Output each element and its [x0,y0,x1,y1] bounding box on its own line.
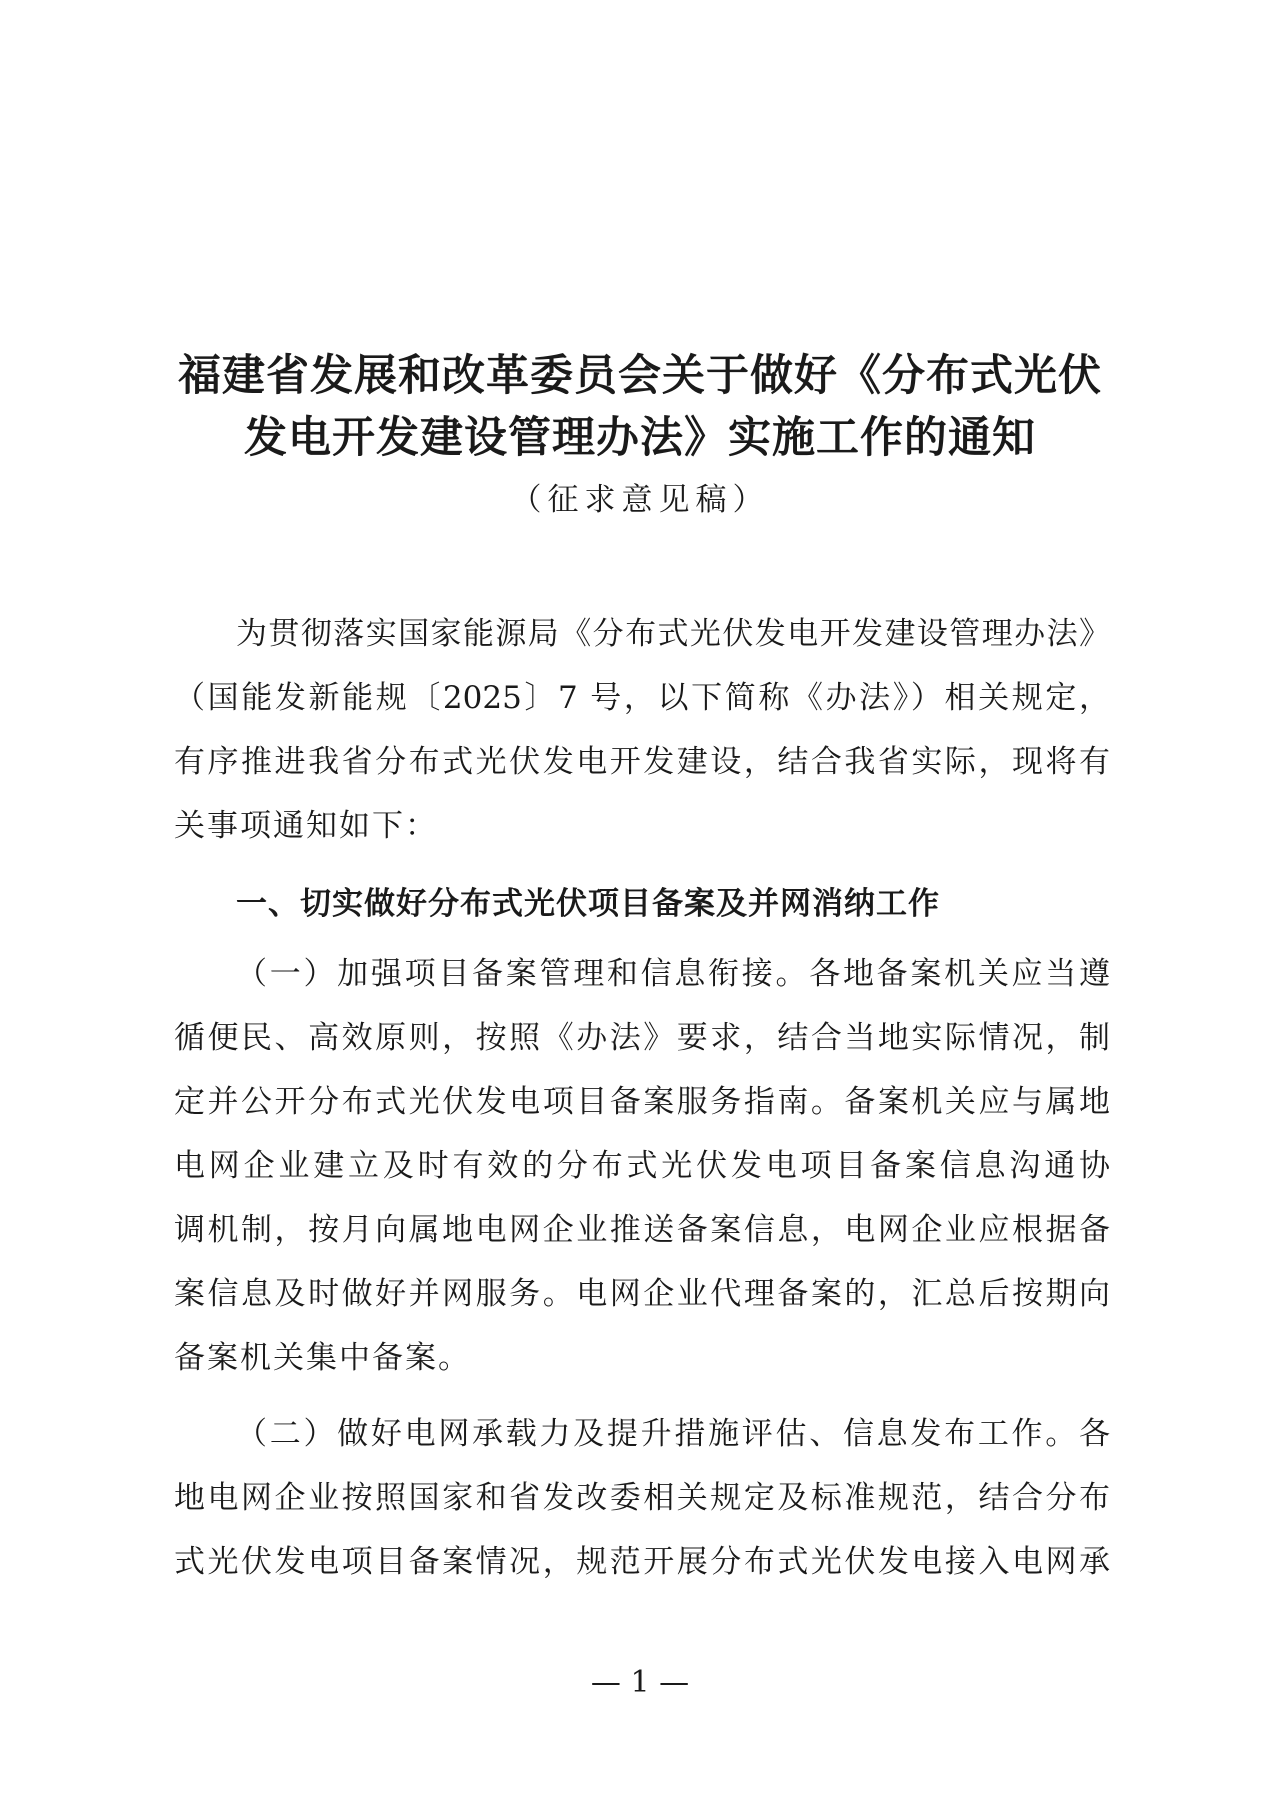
intro-line-2: （国能发新能规〔2025〕7 号，以下简称《办法》）相关规定， [174,680,1110,716]
document-title-line-2: 发电开发建设管理办法》实施工作的通知 [244,413,1036,463]
page-number: — 1 — [590,1665,690,1700]
para-2-line-2: 地电网企业按照国家和省发改委相关规定及标准规范，结合分布 [174,1480,1110,1516]
para-1-line-5: 调机制，按月向属地电网企业推送备案信息，电网企业应根据备 [174,1212,1110,1248]
intro-line-4: 关事项通知如下： [174,808,438,844]
intro-line-1: 为贯彻落实国家能源局《分布式光伏发电开发建设管理办法》 [236,616,1110,652]
para-1-line-7: 备案机关集中备案。 [174,1340,471,1376]
section-1-heading: 一、切实做好分布式光伏项目备案及并网消纳工作 [236,886,940,922]
para-1-line-6: 案信息及时做好并网服务。电网企业代理备案的，汇总后按期向 [174,1276,1110,1312]
para-1-line-1: （一）加强项目备案管理和信息衔接。各地备案机关应当遵 [236,956,1110,992]
intro-line-3: 有序推进我省分布式光伏发电开发建设，结合我省实际，现将有 [174,744,1110,780]
document-title-line-1: 福建省发展和改革委员会关于做好《分布式光伏 [178,351,1102,401]
para-1-line-2: 循便民、高效原则，按照《办法》要求，结合当地实际情况，制 [174,1020,1110,1056]
para-1-line-3: 定并公开分布式光伏发电项目备案服务指南。备案机关应与属地 [174,1084,1110,1120]
para-2-line-1: （二）做好电网承载力及提升措施评估、信息发布工作。各 [236,1416,1110,1452]
document-subtitle: （征求意见稿） [510,482,770,518]
para-2-line-3: 式光伏发电项目备案情况，规范开展分布式光伏发电接入电网承 [174,1544,1110,1580]
para-1-line-4: 电网企业建立及时有效的分布式光伏发电项目备案信息沟通协 [174,1148,1110,1184]
